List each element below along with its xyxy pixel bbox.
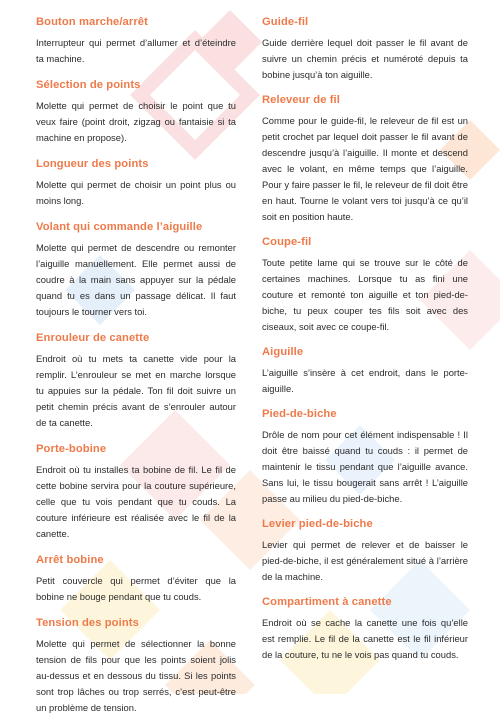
right-column [262, 16, 468, 674]
section-levier-pied-de-biche [262, 518, 468, 585]
section-selection-de-points [36, 79, 236, 146]
section-compartiment-a-canette [262, 596, 468, 663]
section-title: Coupe-fil [262, 236, 312, 248]
section-text: Levier qui permet de relever et de baisser le pied-de-biche, il est généralement situé à l’arrière de la machine. [262, 539, 468, 582]
section-pied-de-biche [262, 408, 468, 507]
section-title: Aiguille [262, 346, 304, 358]
section-title: Sélection de points [36, 79, 141, 91]
section-title: Longueur des points [36, 158, 149, 170]
section-aiguille [262, 346, 468, 397]
section-title: Volant qui commande l’aiguille [36, 221, 203, 233]
section-title: Porte-bobine [36, 443, 107, 455]
section-bouton-marche-arret [36, 16, 236, 67]
section-text: Endroit où se cache la canette une fois qu’elle est remplie. Le fil de la canette est le fil inférieur de la couture, tu ne le vois pas quand tu couds. [262, 617, 468, 660]
section-text: Drôle de nom pour cet élément indispensable ! Il doit être baissé quand tu couds : il permet de maintenir le tissu pendant que l’aiguille avance. Sans lui, le tissu bougerait sans arrêt ! L’aiguille passe au milieu du pied-de-biche. [262, 429, 468, 504]
section-title: Pied-de-biche [262, 408, 337, 420]
section-text: Comme pour le guide-fil, le releveur de fil est un petit crochet par lequel doit passer le fil avant de descendre jusqu’à l’aiguille. Il monte et descend avec le volant, en même temps que l’aiguille. Pour y faire passer le fil, le releveur de fil doit être en haut. Tourne le volant vers toi jusqu’à ce qu’il soit en position haute. [262, 115, 468, 222]
section-arret-bobine [36, 554, 236, 605]
section-releveur-de-fil [262, 94, 468, 225]
section-title: Guide-fil [262, 16, 309, 28]
section-text: L’aiguille s’insère à cet endroit, dans le porte-aiguille. [262, 367, 468, 394]
section-title: Levier pied-de-biche [262, 518, 373, 530]
section-text: Endroit où tu installes ta bobine de fil. Le fil de cette bobine servira pour la couture supérieure, celle que tu vois pendant que tu couds. La couture inférieure est réalisée avec le fil de la canette. [36, 464, 236, 539]
section-volant [36, 221, 236, 320]
section-tension-des-points [36, 617, 236, 716]
section-text: Molette qui permet de choisir le point que tu veux faire (point droit, zigzag ou fantaisie si ta machine en propose). [36, 100, 236, 143]
section-coupe-fil [262, 236, 468, 335]
section-text: Molette qui permet de choisir un point plus ou moins long. [36, 179, 236, 206]
section-title: Releveur de fil [262, 94, 340, 106]
left-column [36, 16, 236, 728]
section-text: Molette qui permet de sélectionner la bonne tension de fils pour que les points soient jolis au-dessus et en dessous du tissu. Si les points sont trop lâches ou trop serrés, c’est peut-être un problème de tension. [36, 638, 236, 713]
section-text: Toute petite lame qui se trouve sur le côté de certaines machines. Lorsque tu as fini une couture et remonté ton aiguille et ton pied-de-biche, tu peux couper tes fils soit avec des ciseaux, soit avec ce coupe-fil. [262, 257, 468, 332]
section-title: Tension des points [36, 617, 139, 629]
section-text: Petit couvercle qui permet d’éviter que la bobine ne bouge pendant que tu couds. [36, 575, 236, 602]
section-text: Molette qui permet de descendre ou remonter l’aiguille manuellement. Elle permet aussi de coudre à la main sans appuyer sur la pédale quand tu es dans un passage délicat. Il faut toujours le tourner vers toi. [36, 242, 236, 317]
section-guide-fil [262, 16, 468, 83]
section-title: Compartiment à canette [262, 596, 392, 608]
section-title: Bouton marche/arrêt [36, 16, 148, 28]
section-longueur-des-points [36, 158, 236, 209]
section-text: Interrupteur qui permet d’allumer et d’éteindre ta machine. [36, 37, 236, 64]
section-title: Arrêt bobine [36, 554, 104, 566]
section-title: Enrouleur de canette [36, 332, 150, 344]
section-text: Endroit où tu mets ta canette vide pour la remplir. L’enrouleur se met en marche lorsque tu appuies sur la pédale. Ton fil doit suivre un petit chemin précis avant de s’enrouler autour de ta canette. [36, 353, 236, 428]
section-text: Guide derrière lequel doit passer le fil avant de suivre un chemin précis et numéroté depuis ta bobine jusqu’à ton aiguille. [262, 37, 468, 80]
section-porte-bobine [36, 443, 236, 542]
section-enrouleur-de-canette [36, 332, 236, 431]
